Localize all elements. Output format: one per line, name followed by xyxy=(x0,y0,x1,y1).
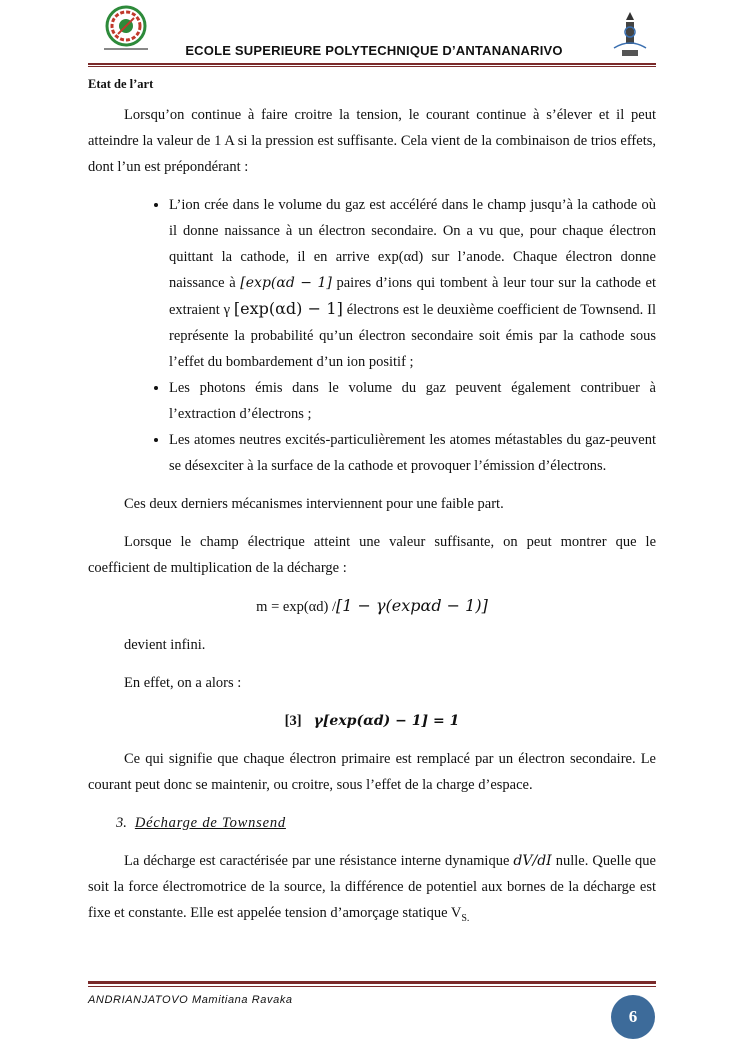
footer-rule-thin xyxy=(88,986,656,987)
bullet-atoms: • Les atomes neutres excités-particulièrement les atomes métastables du gaz-peuvent se désexciter à la surface de la cathode et provoquer l’émission d’électrons. xyxy=(169,427,656,479)
paragraph-infinite: devient infini. xyxy=(124,637,206,653)
school-logo xyxy=(98,4,154,56)
paragraph-primary-electron: Ce qui signifie que chaque électron primaire est remplacé par un électron secondaire. Le courant peut donc se maintenir, ou croitre, sous l’effet de la charge d’espace. xyxy=(88,751,656,793)
equation-3: [3] γ[exp(αd) − 1] = 1 xyxy=(284,713,460,729)
paragraph-townsend: La décharge est caractérisée par une résistance interne dynamique dV/dI nulle. Quelle que soit la force électromotrice de la source, la différence de potentiel aux bornes de la décharge est fixe et constante. Elle est appelée tension d’amorçage statique $V_{S.}$ xyxy=(88,853,656,924)
bullet-ion: • L’ion crée dans le volume du gaz est accéléré dans le champ jusqu’à la cathode où il donne naissance à un électron secondaire. On a vu que, pour chaque électron quittant la cathode, il en arrive exp(αd) sur l’anode. Chaque électron donne naissance à [exp(αd − 1] paires d’ions qui tombent à leur tour sur la cathode et extraient γ [exp(αd) − 1] électrons est le deuxième coefficient de Townsend. Il représente la probabilité qu’un électron secondaire soit émis par la cathode sous l’effet du bombardement d’un ion positif ; xyxy=(169,192,656,375)
paragraph-effect: En effet, on a alors : xyxy=(124,675,242,691)
page-number-badge: 6 xyxy=(611,995,655,1039)
section-label: Etat de l’art xyxy=(88,77,154,91)
department-logo xyxy=(604,8,656,62)
header-rule xyxy=(88,63,656,65)
paragraph-intro: Lorsqu’on continue à faire croitre la tension, le courant continue à s’élever et il peut atteindre la valeur de 1 A si la pression est suffisante. Cela vient de la combinaison de trios effets, dont l’un est prépondérant : xyxy=(88,107,656,175)
school-name: ECOLE SUPERIEURE POLYTECHNIQUE D’ANTANANARIVO xyxy=(185,43,563,58)
section-subtitle: 3. Décharge de Townsend xyxy=(116,815,286,831)
paragraph-field: Lorsque le champ électrique atteint une valeur suffisante, on peut montrer que le coefficient de multiplication de la décharge : xyxy=(88,534,656,576)
bullet-list xyxy=(88,192,656,479)
bullet-photons: • Les photons émis dans le volume du gaz peuvent également contribuer à l’extraction d’électrons ; xyxy=(169,375,656,427)
paragraph-mechanisms: Ces deux derniers mécanismes interviennent pour une faible part. xyxy=(124,496,504,512)
author-name: ANDRIANJATOVO Mamitiana Ravaka xyxy=(88,994,293,1006)
header-rule-thin xyxy=(88,66,656,67)
page-content xyxy=(88,102,656,944)
equation-multiplication: m = exp(αd) /[1 − γ(expαd − 1)] xyxy=(256,596,488,615)
footer-rule xyxy=(88,981,656,984)
